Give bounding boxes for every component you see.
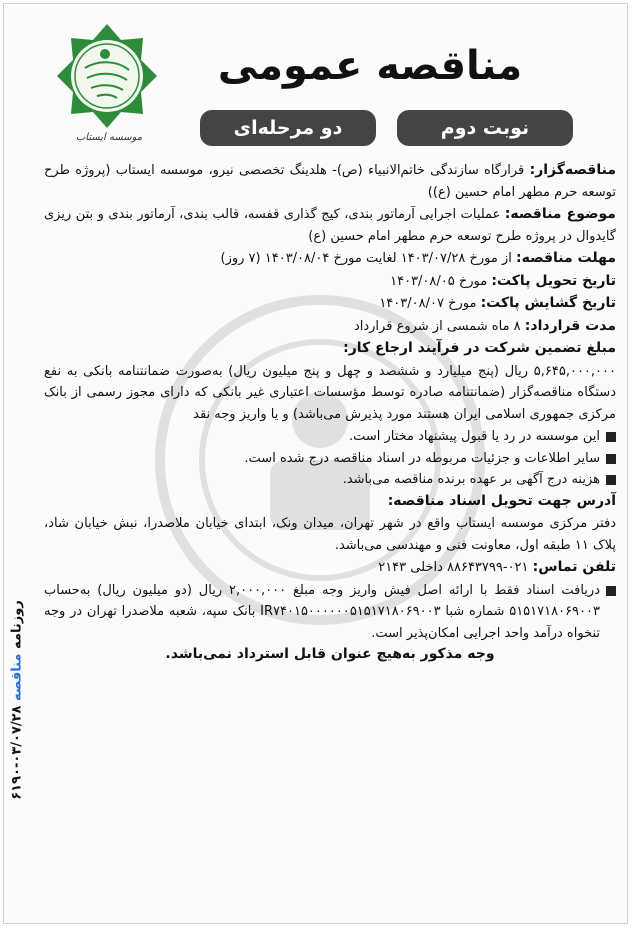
side-brand: مناقصه [9,653,25,701]
address-text: دفتر مرکزی موسسه ایستاب واقع در شهر تهران، میدان ونک، ابتدای خیابان ملاصدرا، نبش خیابان شاد، پلاک ۱۱ طبقه اول، معاونت فنی و مهندسی می‌باشد. [44,516,616,553]
subject-text: عملیات اجرایی آرماتور بندی، کیج گذاری قفسه، قالب بندی، آرماتور بندی و بتن ریزی گایدوال در پروژه طرح توسعه حرم مطهر امام حسین (ع) [44,207,616,244]
bullet-item [44,426,616,448]
duration-text: ۸ ماه شمسی از شروع قرارداد [353,318,521,334]
bullet-text: سایر اطلاعات و جزئیات مربوطه در اسناد مناقصه درج شده است. [244,450,600,466]
delivery-label: تاریخ تحویل پاکت: [491,272,616,289]
bullet-item [44,580,616,645]
round-badge: نوبت دوم [397,110,573,146]
bullet-text: این موسسه در رد یا قبول پیشنهاد مختار است. [348,429,600,444]
organizer-text: قرارگاه سازندگی خاتم‌الانبیاء (ص)- هلدینگ تخصصی نیرو، موسسه ایستاب (پروژه طرح توسعه حرم مطهر امام حسین (ع)) [44,163,616,200]
opening-label: تاریخ گشایش پاکت: [480,295,616,311]
side-date-code: ۰۳/۰۷/۲۸-۶۱۹۰ [9,705,25,800]
bullet-item [44,448,616,470]
organizer-label: مناقصه‌گزار: [529,162,616,178]
side-publication-label [10,600,25,800]
bullet-text: هزینه درج آگهی بر عهده برنده مناقصه می‌باشد. [342,472,600,487]
delivery-line [44,271,616,293]
subject-line [44,204,616,247]
side-paper-name: روزنامه [9,600,25,649]
bullet-item [44,469,616,491]
bullet-square-icon [606,432,616,442]
duration-label: مدت قرارداد: [524,317,616,334]
delivery-text: مورخ ۱۴۰۳/۰۸/۰۵ [390,273,488,289]
opening-line [44,293,616,315]
opening-text: مورخ ۱۴۰۳/۰۸/۰۷ [379,296,477,311]
advert-body [44,160,616,667]
guarantee-heading [44,338,616,360]
phone-label: تلفن تماس: [532,559,616,575]
closing-note: وجه مذکور به‌هیچ عنوان قابل استرداد نمی‌باشد. [165,646,495,662]
bullet-square-icon [606,586,616,596]
phone-text: ۰۲۱-۸۸۶۴۳۷۹۹ داخلی ۲۱۴۳ [378,560,529,575]
guarantee-text: ۵,۶۴۵,۰۰۰,۰۰۰ ریال (پنج میلیارد و ششصد و چهل و پنج میلیون ریال) به‌صورت ضمانتنامه بانکی به نفع دستگاه مناقصه‌گزار (ضمانتنامه صادره توسط مؤسسات اعتباری غیر بانکی که دارای مجوز رسمی از بانک مرکزی جمهوری اسلامی ایران هستند مورد پذیرش می‌باشد) و یا واریز وجه نقد [44,363,616,422]
page-title: مناقصه عمومی [217,43,523,89]
subject-label: موضوع مناقصه: [504,206,616,222]
deadline-text: از مورخ ۱۴۰۳/۰۷/۲۸ لغایت مورخ ۱۴۰۳/۰۸/۰۴ (۷ روز) [220,251,512,266]
guarantee-label: مبلغ تضمین شرکت در فرآیند ارجاع کار: [343,340,616,356]
duration-line [44,316,616,338]
bullet-square-icon [606,475,616,485]
bullet-square-icon [606,454,616,464]
logo-caption: موسسه ایستاب [75,132,143,143]
address-heading: آدرس جهت تحویل اسناد مناقصه: [387,492,616,509]
issuer-logo [48,22,166,130]
stage-badge: دو مرحله‌ای [200,110,376,146]
deadline-line [44,248,616,270]
phone-line [44,557,616,579]
organizer-line [44,160,616,203]
deadline-label: مهلت مناقصه: [515,250,616,266]
bullet-text: دریافت اسناد فقط با ارائه اصل فیش واریز وجه مبلغ ۲,۰۰۰,۰۰۰ ریال (دو میلیون ریال) به‌حساب ۵۱۵۱۷۱۸۰۶۹۰۰۳ شماره شبا IR۷۴۰۱۵۰۰۰۰۰۰۵۱۵۱۷۱۸۰۶۹۰۰۳ بانک سپه، شعبه ملاصدرا تهران در وجه تنخواه درآمد واحد اجرایی امکان‌پذیر است. [44,582,600,641]
